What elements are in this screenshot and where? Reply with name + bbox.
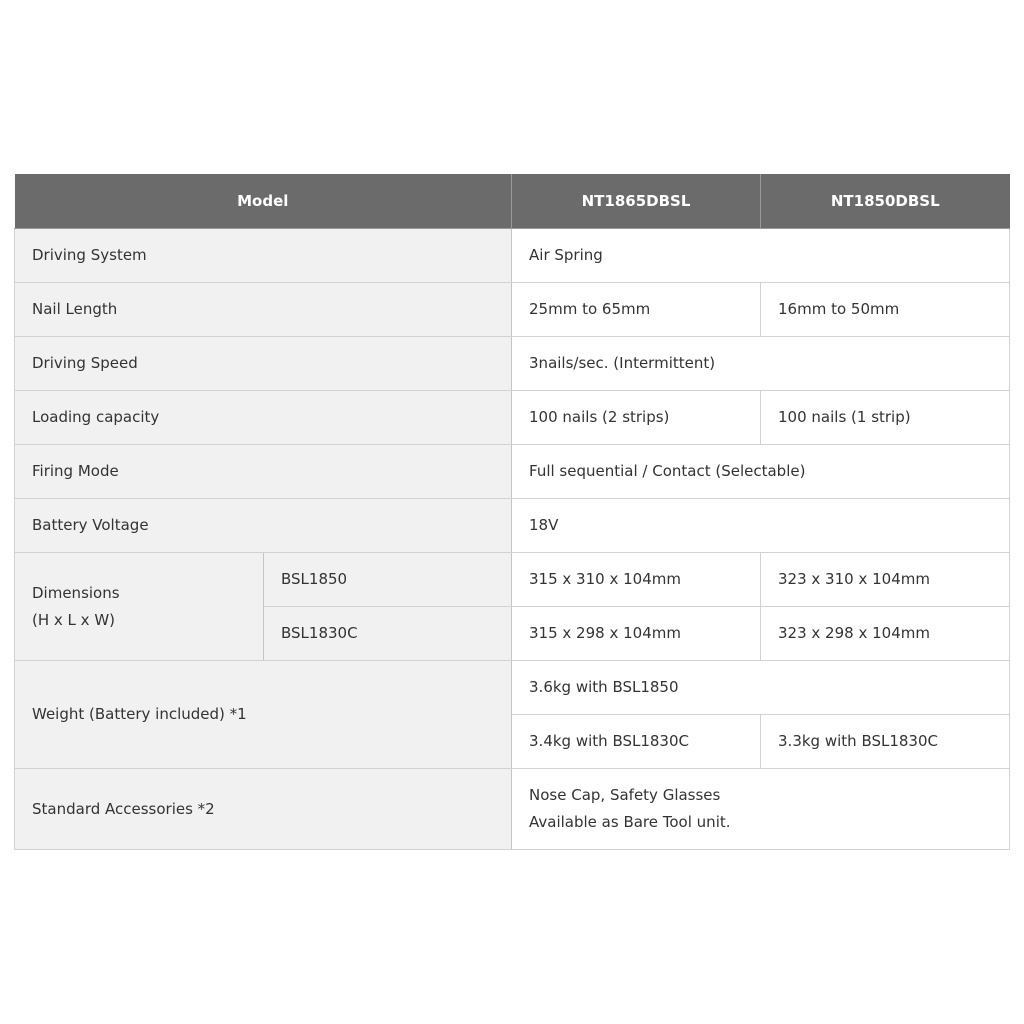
dimensions-bsl1850-nt1850: 323 x 310 x 104mm — [761, 553, 1010, 607]
weight-value-nt1850: 3.3kg with BSL1830C — [761, 715, 1010, 769]
driving-system-value: Air Spring — [512, 229, 1010, 283]
firing-mode-value: Full sequential / Contact (Selectable) — [512, 445, 1010, 499]
loading-capacity-label: Loading capacity — [15, 391, 512, 445]
dimensions-battery-bsl1850: BSL1850 — [264, 553, 512, 607]
driving-speed-label: Driving Speed — [15, 337, 512, 391]
dimensions-bsl1830c-nt1850: 323 x 298 x 104mm — [761, 607, 1010, 661]
loading-capacity-value-nt1850: 100 nails (1 strip) — [761, 391, 1010, 445]
weight-label: Weight (Battery included) *1 — [15, 661, 512, 769]
standard-accessories-label: Standard Accessories *2 — [15, 769, 512, 850]
table-row — [15, 391, 1010, 445]
driving-speed-value: 3nails/sec. (Intermittent) — [512, 337, 1010, 391]
header-row — [15, 174, 1010, 229]
dimensions-label-line2: (H x L x W) — [32, 610, 115, 629]
table-row — [15, 661, 1010, 715]
accessories-line2: Available as Bare Tool unit. — [529, 813, 731, 831]
model-nt1865dbsl-header: NT1865DBSL — [512, 174, 761, 229]
spec-table — [14, 174, 1010, 850]
nail-length-value-nt1865: 25mm to 65mm — [512, 283, 761, 337]
model-nt1850dbsl-header: NT1850DBSL — [761, 174, 1010, 229]
table-row — [15, 283, 1010, 337]
dimensions-battery-bsl1830c: BSL1830C — [264, 607, 512, 661]
table-row — [15, 337, 1010, 391]
table-row — [15, 499, 1010, 553]
table-row — [15, 769, 1010, 850]
battery-voltage-value: 18V — [512, 499, 1010, 553]
dimensions-bsl1850-nt1865: 315 x 310 x 104mm — [512, 553, 761, 607]
table-row — [15, 553, 1010, 607]
model-header: Model — [15, 174, 512, 229]
weight-shared-value: 3.6kg with BSL1850 — [512, 661, 1010, 715]
table-row — [15, 229, 1010, 283]
dimensions-bsl1830c-nt1865: 315 x 298 x 104mm — [512, 607, 761, 661]
dimensions-label-line1: Dimensions — [32, 583, 120, 602]
standard-accessories-value — [512, 769, 1010, 850]
dimensions-label — [15, 553, 264, 661]
nail-length-value-nt1850: 16mm to 50mm — [761, 283, 1010, 337]
nail-length-label: Nail Length — [15, 283, 512, 337]
weight-value-nt1865: 3.4kg with BSL1830C — [512, 715, 761, 769]
driving-system-label: Driving System — [15, 229, 512, 283]
accessories-line1: Nose Cap, Safety Glasses — [529, 786, 721, 804]
battery-voltage-label: Battery Voltage — [15, 499, 512, 553]
table-row — [15, 445, 1010, 499]
firing-mode-label: Firing Mode — [15, 445, 512, 499]
loading-capacity-value-nt1865: 100 nails (2 strips) — [512, 391, 761, 445]
